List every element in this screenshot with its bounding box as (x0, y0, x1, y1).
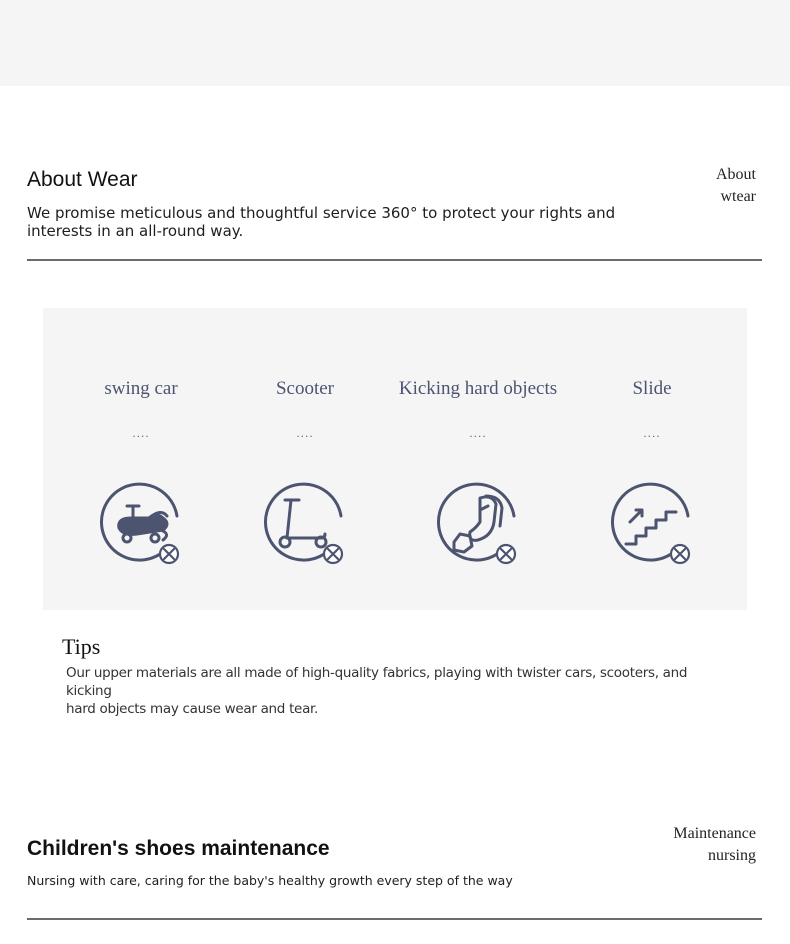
about-wear-subtitle-line1: We promise meticulous and thoughtful service 360° to protect your rights and (27, 204, 616, 222)
card-label: Scooter (275, 378, 335, 399)
about-side-line1: About (716, 166, 756, 183)
about-wear-title: About Wear (27, 168, 138, 191)
tips-text-line1: Our upper materials are all made of high-quality fabrics, playing with twister cars, scooters, and kicking (66, 665, 688, 699)
tips-text (66, 664, 736, 718)
maintenance-side-label (673, 823, 756, 867)
swing-car-prohibited-icon (97, 482, 187, 572)
card-dots: .... (132, 426, 150, 440)
activity-panel (43, 308, 747, 610)
about-wear-subtitle (27, 204, 615, 240)
maintenance-subtitle: Nursing with care, caring for the baby's healthy growth every step of the way (27, 873, 513, 888)
card-label: swing car (104, 378, 178, 399)
about-wear-side-label (716, 164, 756, 208)
tips-title: Tips (62, 634, 101, 659)
maintenance-title: Children's shoes maintenance (27, 837, 330, 860)
top-band (0, 0, 790, 86)
card-label: Kicking hard objects (398, 378, 558, 399)
card-dots: .... (469, 426, 487, 440)
about-wear-subtitle-line2: interests in an all-round way. (27, 222, 244, 240)
card-dots: .... (643, 426, 661, 440)
card-label: Slide (632, 378, 672, 399)
maintenance-side-line1: Maintenance (673, 825, 756, 842)
slide-prohibited-icon (608, 482, 698, 572)
about-side-line2: wtear (720, 188, 756, 205)
about-divider (27, 259, 762, 261)
card-dots: .... (296, 426, 314, 440)
scooter-prohibited-icon (261, 482, 351, 572)
maintenance-side-line2: nursing (708, 847, 756, 864)
kicking-hard-objects-prohibited-icon (434, 482, 524, 572)
maintenance-divider (27, 918, 762, 920)
tips-text-line2: hard objects may cause wear and tear. (66, 701, 319, 717)
